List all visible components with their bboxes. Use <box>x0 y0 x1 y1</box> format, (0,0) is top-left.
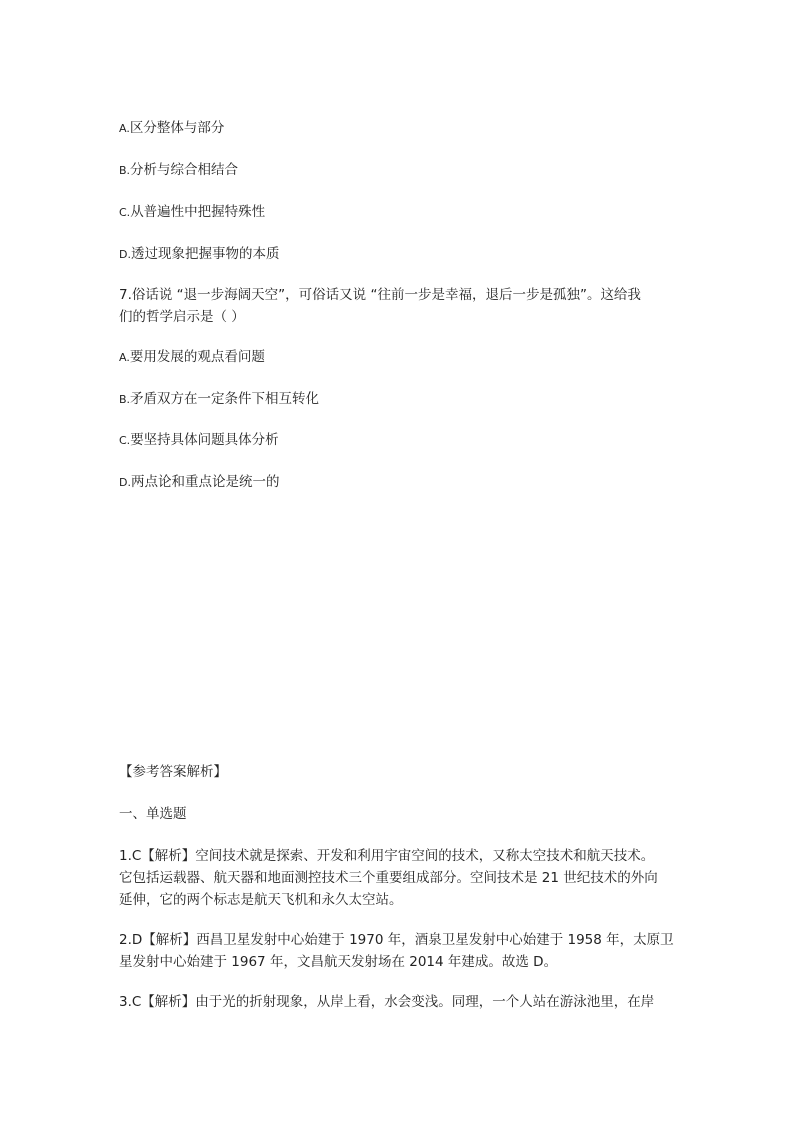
option-text: 要用发展的观点看问题 <box>129 349 265 365</box>
answer-item-1 <box>119 845 679 911</box>
option-prefix: A. <box>119 122 130 135</box>
option-text: 矛盾双方在一定条件下相互转化 <box>130 391 320 407</box>
answer-line: 星发射中心始建于 1967 年，文昌航天发射场在 2014 年建成。故选 D。 <box>119 954 558 970</box>
answers-section-title: 一、单选题 <box>119 806 187 822</box>
q6-option-a <box>119 117 679 140</box>
option-text: 区分整体与部分 <box>129 120 225 136</box>
q7-option-b <box>119 388 679 411</box>
option-prefix: D. <box>119 248 131 261</box>
option-prefix: A. <box>119 351 130 364</box>
answer-line: 2.D【解析】西昌卫星发射中心始建于 1970 年，酒泉卫星发射中心始建于 1958 年，太原卫 <box>119 932 674 948</box>
q7-option-a <box>119 346 679 369</box>
answer-item-3 <box>119 991 679 1013</box>
option-text: 从普遍性中把握特殊性 <box>130 204 266 220</box>
option-prefix: D. <box>119 476 131 489</box>
answer-line: 1.C【解析】空间技术就是探索、开发和利用宇宙空间的技术，又称太空技术和航天技术。 <box>119 848 655 864</box>
option-prefix: B. <box>119 164 131 177</box>
option-prefix: B. <box>119 393 131 406</box>
q7-option-d <box>119 471 679 494</box>
answers-heading: 【参考答案解析】 <box>119 764 227 780</box>
q6-option-c <box>119 201 679 224</box>
q7-option-c <box>119 429 679 452</box>
q7-stem <box>119 284 679 328</box>
option-text: 分析与综合相结合 <box>130 162 239 178</box>
q7-stem-line-1: 7.俗话说 “退一步海阔天空”，可俗话又说 “往前一步是幸福，退后一步是孤独”。这给我 <box>119 287 641 303</box>
option-prefix: C. <box>119 206 131 219</box>
q7-stem-line-2: 们的哲学启示是（ ） <box>119 309 245 325</box>
answer-item-2 <box>119 929 679 973</box>
option-prefix: C. <box>119 434 131 447</box>
answer-line: 延伸，它的两个标志是航天飞机和永久太空站。 <box>119 892 403 908</box>
answer-line: 3.C【解析】由于光的折射现象，从岸上看，水会变浅。同理，一个人站在游泳池里，在岸 <box>119 994 655 1010</box>
q6-option-d <box>119 243 679 266</box>
answer-line: 它包括运载器、航天器和地面测控技术三个重要组成部分。空间技术是 21 世纪技术的外向 <box>119 870 658 886</box>
option-text: 透过现象把握事物的本质 <box>130 246 280 262</box>
option-text: 要坚持具体问题具体分析 <box>130 432 279 448</box>
q6-option-b <box>119 159 679 182</box>
option-text: 两点论和重点论是统一的 <box>130 474 280 490</box>
